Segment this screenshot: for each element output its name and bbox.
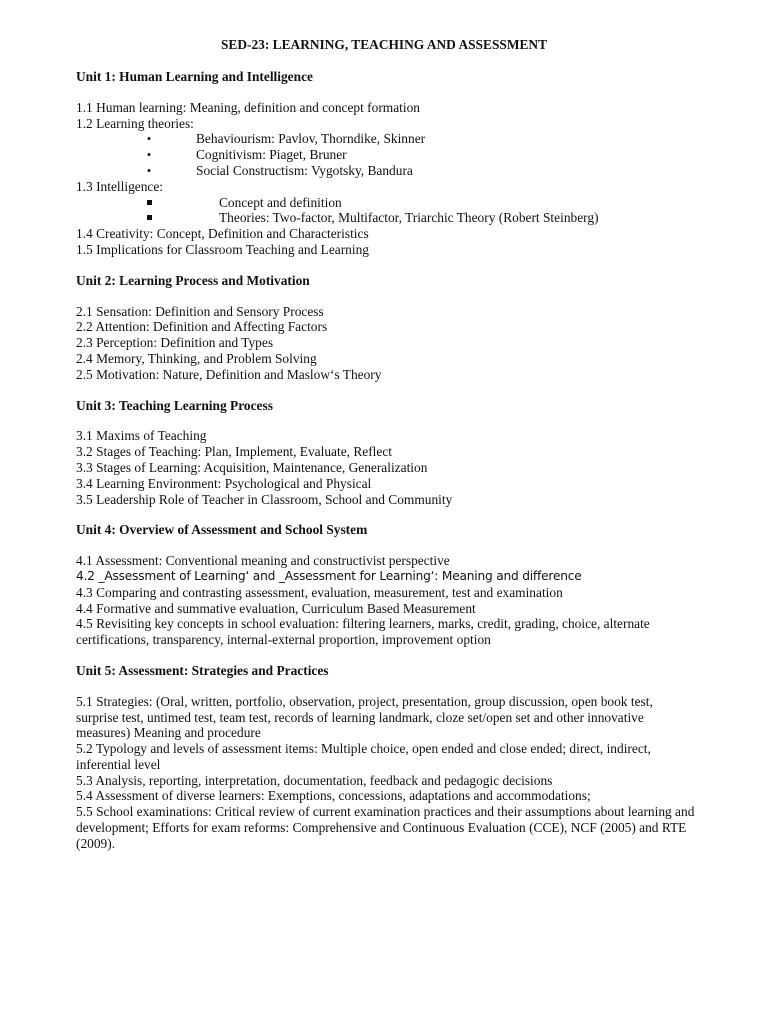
topic-line: 2.3 Perception: Definition and Types xyxy=(76,335,274,351)
topic-line: 4.1 Assessment: Conventional meaning and constructivist perspective xyxy=(76,553,450,569)
list-item xyxy=(76,147,696,163)
unit-heading: Unit 4: Overview of Assessment and School System xyxy=(76,522,368,538)
bullet-icon xyxy=(144,147,154,163)
unit-2 xyxy=(76,273,696,383)
topic-line: 1.5 Implications for Classroom Teaching and Learning xyxy=(76,241,369,257)
topic-line: 5.5 School examinations: Critical review of current examination practices and their assumptions about learning and development; Efforts for exam reforms: Comprehensive and Continuous Evaluation (CCE), NCF (2005) and RTE (2009). xyxy=(76,804,698,851)
topic-line: 1.2 Learning theories: xyxy=(76,115,194,131)
list-item-text: Theories: Two-factor, Multifactor, Triarchic Theory (Robert Steinberg) xyxy=(219,210,599,226)
topic-line: 1.3 Intelligence: xyxy=(76,178,164,194)
square-bullet-icon xyxy=(144,210,154,226)
square-bullet-icon xyxy=(144,195,154,211)
topic-line: 3.5 Leadership Role of Teacher in Classroom, School and Community xyxy=(76,491,453,507)
list-item xyxy=(76,195,696,211)
topic-line: 2.1 Sensation: Definition and Sensory Process xyxy=(76,303,324,319)
unit-4 xyxy=(76,522,696,648)
topic-line: 4.2 _Assessment of Learning‘ and _Assessment for Learning‘: Meaning and difference xyxy=(76,568,582,583)
topic-line: 2.2 Attention: Definition and Affecting Factors xyxy=(76,319,328,335)
list-item xyxy=(76,210,696,226)
unit-5 xyxy=(76,663,696,852)
list-item-text: Behaviourism: Pavlov, Thorndike, Skinner xyxy=(196,131,426,147)
topic-line: 3.2 Stages of Teaching: Plan, Implement, Evaluate, Reflect xyxy=(76,444,393,460)
topic-line: 1.4 Creativity: Concept, Definition and Characteristics xyxy=(76,226,369,242)
list-item-text: Cognitivism: Piaget, Bruner xyxy=(196,147,347,163)
document-title: SED-23: LEARNING, TEACHING AND ASSESSMENT xyxy=(220,37,548,52)
topic-line: 3.3 Stages of Learning: Acquisition, Maintenance, Generalization xyxy=(76,459,428,475)
bullet-icon xyxy=(144,131,154,147)
list-item xyxy=(76,163,696,179)
bullet-icon xyxy=(144,163,154,179)
topic-line: 5.3 Analysis, reporting, interpretation, documentation, feedback and pedagogic decisions xyxy=(76,772,553,788)
topic-line: 2.4 Memory, Thinking, and Problem Solving xyxy=(76,350,317,366)
intelligence-list xyxy=(76,195,696,227)
topic-line: 5.4 Assessment of diverse learners: Exemptions, concessions, adaptations and accommodations; xyxy=(76,788,591,804)
list-item xyxy=(76,131,696,147)
learning-theories-list xyxy=(76,131,696,178)
topic-line: 4.4 Formative and summative evaluation, Curriculum Based Measurement xyxy=(76,600,476,616)
topic-line: 2.5 Motivation: Nature, Definition and Maslow‘s Theory xyxy=(76,366,382,382)
unit-1 xyxy=(76,69,696,258)
unit-heading: Unit 1: Human Learning and Intelligence xyxy=(76,69,313,84)
topic-line: 4.5 Revisiting key concepts in school evaluation: filtering learners, marks, credit, grading, choice, alternate certifications, transparency, internal-external proportion, improvement option xyxy=(76,616,654,648)
list-item-text: Concept and definition xyxy=(219,194,342,210)
topic-line: 5.2 Typology and levels of assessment items: Multiple choice, open ended and close ended; direct, indirect, inferential level xyxy=(76,741,655,772)
topic-line: 3.4 Learning Environment: Psychological and Physical xyxy=(76,475,372,491)
topic-line: 1.1 Human learning: Meaning, definition and concept formation xyxy=(76,99,420,115)
topic-line: 5.1 Strategies: (Oral, written, portfolio, observation, project, presentation, group discussion, open book test, surprise test, untimed test, team test, records of learning landmark, cloze set/open set and other innovative measures) Meaning and procedure xyxy=(76,693,657,741)
unit-heading: Unit 3: Teaching Learning Process xyxy=(76,397,273,413)
topic-line: 4.3 Comparing and contrasting assessment, evaluation, measurement, test and examination xyxy=(76,584,563,600)
unit-3 xyxy=(76,398,696,508)
topic-line: 3.1 Maxims of Teaching xyxy=(76,428,207,444)
list-item-text: Social Constructism: Vygotsky, Bandura xyxy=(196,162,413,178)
unit-heading: Unit 2: Learning Process and Motivation xyxy=(76,272,310,288)
unit-heading: Unit 5: Assessment: Strategies and Practices xyxy=(76,662,329,678)
syllabus-content xyxy=(76,69,696,867)
